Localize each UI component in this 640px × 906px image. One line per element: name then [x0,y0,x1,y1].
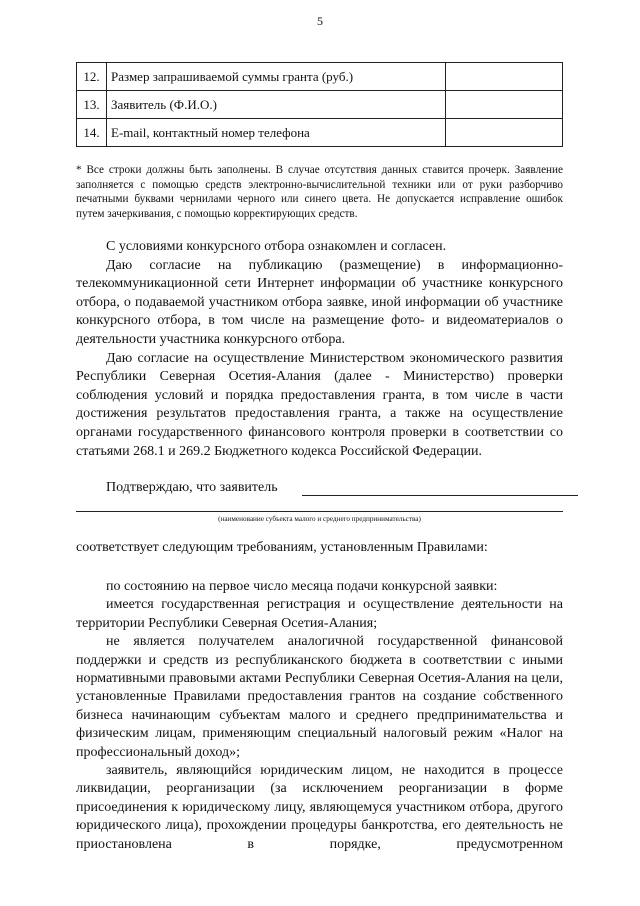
table-row [77,119,563,147]
requirement-item: не является получателем аналогичной государственной финансовой поддержки и средств из республиканского бюджета в соответствии с иными нормативными правовыми актами Республики Северная Осетия-Алания на цели, установленные Правилами предоставления грантов на создание собственного бизнеса начинающим субъектам малого и среднего предпринимательства и физическим лицам, применяющим специальный налоговый режим «Налог на профессиональный доход»; [76,634,563,760]
row-label: E-mail, контактный номер телефона [107,119,446,147]
row-value-cell[interactable] [446,119,563,147]
row-number: 13. [77,91,107,119]
row-label: Размер запрашиваемой суммы гранта (руб.) [107,63,446,91]
footnote-text: * Все строки должны быть заполнены. В случае отсутствия данных ставится прочерк. Заявление заполняется с помощью средств электронно-вычислительной техники или от руки разборчиво печатными буквами чернилами черного или синего цвета. Не допускается исправление ошибок путем зачеркивания, с помощью корректирующих средств. [76,164,563,220]
applicant-name-underline [76,511,563,512]
requirement-item: заявитель, являющийся юридическим лицом, не находится в процессе ликвидации, реорганизации (за исключением реорганизации в форме присоединения к юридическому лицу, являющемуся участником отбора, другого юридического лица), прохождении процедуры банкротства, его деятельность не приостановлена в порядке, предусмотренном [76,763,563,852]
page-number: 5 [317,14,323,28]
table-row [77,91,563,119]
application-form-table [76,62,563,147]
requirement-item: по состоянию на первое число месяца подачи конкурсной заявки: [106,579,498,594]
row-number: 12. [77,63,107,91]
requirement-item: имеется государственная регистрация и осуществление деятельности на территории Республики Северная Осетия-Алания; [76,597,563,631]
consent-paragraphs [76,238,563,461]
row-number: 14. [77,119,107,147]
requirements-intro: соответствует следующим требованиям, установленным Правилами: [76,540,488,555]
table-row [77,63,563,91]
confirm-label: Подтверждаю, что заявитель [106,480,278,495]
paragraph-acknowledgement: С условиями конкурсного отбора ознакомлен и согласен. [106,239,447,254]
applicant-name-line[interactable] [302,495,578,496]
requirements-list [76,578,563,854]
footnote [76,163,563,221]
row-label: Заявитель (Ф.И.О.) [107,91,446,119]
applicant-name-caption: (наименование субъекта малого и среднего предпринимательства) [218,515,421,523]
row-value-cell[interactable] [446,91,563,119]
row-value-cell[interactable] [446,63,563,91]
paragraph-inspection-consent: Даю согласие на осуществление Министерством экономического развития Республики Северная Осетия-Алания (далее - Министерство) проверки соблюдения условий и порядка предоставления гранта, в том числе в части достижения результатов предоставления гранта, а также на осуществление органами государственного финансового контроля проверки в соответствии со статьями 268.1 и 269.2 Бюджетного кодекса Российской Федерации. [76,350,563,459]
paragraph-publication-consent: Даю согласие на публикацию (размещение) в информационно-телекоммуникационной сети Интернет информации об участнике конкурсного отбора, о подаваемой участником отбора заявке, иной информации об участнике конкурсного отбора, в том числе на размещение фото- и видеоматериалов о деятельности участника конкурсного отбора. [76,257,563,347]
